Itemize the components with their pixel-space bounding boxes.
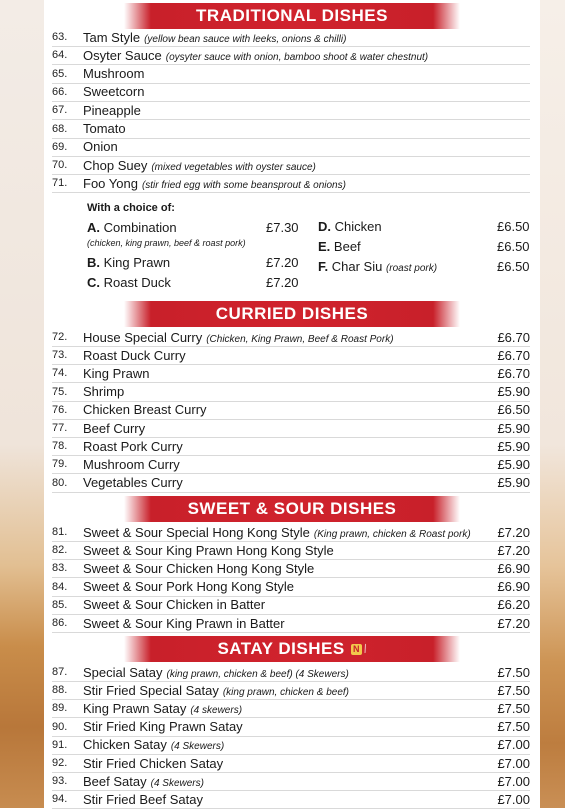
item-number: 89. xyxy=(52,702,68,715)
item-name-wrap xyxy=(83,737,490,752)
item-name: Beef Curry xyxy=(83,420,146,436)
item-price: £5.90 xyxy=(497,384,530,400)
item-number: 93. xyxy=(52,775,68,788)
item-name: Foo Yong xyxy=(83,175,138,191)
choice-option-e-price: £6.50 xyxy=(497,239,530,254)
item-number: 66. xyxy=(52,85,68,98)
menu-item-row xyxy=(52,663,530,682)
item-number: 80. xyxy=(52,476,68,489)
item-number: 67. xyxy=(52,104,68,117)
item-number: 68. xyxy=(52,122,68,135)
menu-item-row xyxy=(52,681,530,700)
item-name-wrap xyxy=(83,176,490,191)
section-title: SWEET & SOUR DISHES xyxy=(187,499,397,518)
item-name-wrap xyxy=(83,616,490,631)
item-number: 64. xyxy=(52,49,68,62)
item-name: Roast Duck Curry xyxy=(83,347,186,363)
item-description: (King prawn, chicken & Roast pork) xyxy=(313,528,471,540)
menu-item-row xyxy=(52,772,530,791)
item-name: Chop Suey xyxy=(83,157,148,173)
item-price: £7.00 xyxy=(497,791,530,807)
menu-item-row xyxy=(52,596,530,615)
section-banner-curried xyxy=(44,301,540,327)
item-number: 79. xyxy=(52,458,68,471)
item-number: 73. xyxy=(52,349,68,362)
item-price: £7.20 xyxy=(497,524,530,540)
item-number: 72. xyxy=(52,331,68,343)
item-name-wrap xyxy=(83,139,490,154)
item-number: 76. xyxy=(52,403,68,416)
item-price: £7.00 xyxy=(497,773,530,789)
item-description: (king prawn, chicken & beef) xyxy=(222,686,350,698)
item-name: House Special Curry xyxy=(83,329,203,345)
item-number: 63. xyxy=(52,31,68,43)
item-price: £7.00 xyxy=(497,755,530,771)
item-number: 65. xyxy=(52,67,68,80)
menu-item-row xyxy=(52,523,530,542)
item-number: 82. xyxy=(52,544,68,557)
menu-panel xyxy=(44,0,540,808)
item-name: Vegetables Curry xyxy=(83,475,183,491)
item-number: 85. xyxy=(52,598,68,611)
chili-icon: ⁄ xyxy=(361,643,370,655)
menu-item-row xyxy=(52,46,530,65)
item-number: 70. xyxy=(52,159,68,172)
item-name-wrap xyxy=(83,421,490,436)
item-price: £6.90 xyxy=(497,560,530,576)
item-name-wrap xyxy=(83,774,490,789)
menu-item-row xyxy=(52,101,530,120)
menu-item-row xyxy=(52,65,530,84)
item-price: £7.00 xyxy=(497,737,530,753)
menu-item-row xyxy=(52,364,530,383)
nut-badge: N xyxy=(351,644,362,655)
item-name: Shrimp xyxy=(83,384,125,400)
item-name-wrap xyxy=(83,384,490,399)
item-description: (yellow bean sauce with leeks, onions & chilli) xyxy=(144,33,347,45)
item-number: 83. xyxy=(52,562,68,575)
item-price: £6.90 xyxy=(497,579,530,595)
menu-item-row xyxy=(52,790,530,809)
menu-item-row xyxy=(52,437,530,456)
item-name: Sweet & Sour King Prawn Hong Kong Style xyxy=(83,542,334,558)
item-name-wrap xyxy=(83,402,490,417)
item-name-wrap xyxy=(83,84,490,99)
item-name: Stir Fried Beef Satay xyxy=(83,791,203,807)
item-price: £7.20 xyxy=(497,615,530,631)
item-price: £6.70 xyxy=(497,347,530,363)
item-name-wrap xyxy=(83,683,490,698)
item-number: 86. xyxy=(52,617,68,629)
item-name: Tam Style xyxy=(83,29,141,45)
item-price: £6.50 xyxy=(497,402,530,418)
menu-item-row xyxy=(52,174,530,193)
item-description: (Chicken, King Prawn, Beef & Roast Pork) xyxy=(206,333,394,345)
menu-item-row xyxy=(52,401,530,420)
item-name: Mushroom xyxy=(83,66,145,82)
item-price: £7.50 xyxy=(497,719,530,735)
section-banner-traditional xyxy=(44,3,540,29)
menu-item-row xyxy=(52,138,530,157)
item-number: 90. xyxy=(52,720,68,733)
item-name: Mushroom Curry xyxy=(83,456,180,472)
item-name-wrap xyxy=(83,756,490,771)
item-name: King Prawn Satay xyxy=(83,700,187,716)
menu-item-row xyxy=(52,559,530,578)
item-description: (oysyter sauce with onion, bamboo shoot & water chestnut) xyxy=(165,51,429,63)
choice-option-f: F. Char Siu (roast pork) xyxy=(318,259,438,274)
menu-item-row xyxy=(52,28,530,47)
item-name-wrap xyxy=(83,457,490,472)
item-number: 69. xyxy=(52,140,68,153)
item-name: Onion xyxy=(83,139,118,155)
item-name-wrap xyxy=(83,66,490,81)
item-price: £7.50 xyxy=(497,700,530,716)
item-name-wrap xyxy=(83,525,490,540)
item-name-wrap xyxy=(83,701,490,716)
item-price: £5.90 xyxy=(497,420,530,436)
choice-option-b-price: £7.20 xyxy=(266,255,299,270)
section-title: CURRIED DISHES xyxy=(215,304,369,323)
item-number: 87. xyxy=(52,666,68,678)
menu-item-row xyxy=(52,83,530,102)
item-name-wrap xyxy=(83,121,490,136)
item-number: 91. xyxy=(52,738,68,751)
item-number: 75. xyxy=(52,385,68,398)
item-number: 71. xyxy=(52,177,68,190)
item-name: Tomato xyxy=(83,121,126,136)
choice-option-d-price: £6.50 xyxy=(497,219,530,234)
choice-option-a-price: £7.30 xyxy=(266,220,299,235)
choice-option-f-price: £6.50 xyxy=(497,259,530,274)
item-number: 92. xyxy=(52,757,68,769)
item-description: (4 skewers) xyxy=(190,704,243,716)
choice-option-c-price: £7.20 xyxy=(266,275,299,290)
item-price: £5.90 xyxy=(497,456,530,472)
section-banner-satay xyxy=(44,636,540,662)
item-name-wrap xyxy=(83,30,490,45)
menu-item-row xyxy=(52,578,530,597)
item-name-wrap xyxy=(83,158,490,173)
item-price: £7.20 xyxy=(497,542,530,558)
menu-item-row xyxy=(52,699,530,718)
item-name: Sweet & Sour King Prawn in Batter xyxy=(83,615,285,631)
item-price: £7.50 xyxy=(497,682,530,698)
choice-option-d: D. Chicken xyxy=(318,219,382,234)
item-name-wrap xyxy=(83,597,490,612)
item-name: Osyter Sauce xyxy=(83,47,162,63)
item-name-wrap xyxy=(83,330,490,345)
menu-item-row xyxy=(52,718,530,737)
menu-item-row xyxy=(52,383,530,402)
item-name-wrap xyxy=(83,792,490,807)
menu-item-row xyxy=(52,736,530,755)
item-name: Chicken Breast Curry xyxy=(83,402,207,418)
item-number: 84. xyxy=(52,580,68,593)
choice-option-a-sub: (chicken, king prawn, beef & roast pork) xyxy=(87,238,246,248)
section-title: TRADITIONAL DISHES xyxy=(196,6,388,25)
menu-item-row xyxy=(52,455,530,474)
item-description: (king prawn, chicken & beef) (4 Skewers) xyxy=(166,668,349,680)
menu-item-row xyxy=(52,346,530,365)
menu-item-row xyxy=(52,754,530,773)
item-name: Stir Fried Chicken Satay xyxy=(83,755,224,771)
food-photo-left xyxy=(0,0,48,808)
item-price: £6.70 xyxy=(497,365,530,381)
item-number: 94. xyxy=(52,793,68,806)
item-name: Chicken Satay xyxy=(83,737,167,753)
item-number: 78. xyxy=(52,440,68,453)
item-name: King Prawn xyxy=(83,365,150,381)
item-name-wrap xyxy=(83,579,490,594)
item-name-wrap xyxy=(83,348,490,363)
item-price: £6.70 xyxy=(497,329,530,345)
choice-option-c: C. Roast Duck xyxy=(87,275,171,290)
item-name: Sweetcorn xyxy=(83,84,145,100)
item-description: (stir fried egg with some beansprout & onions) xyxy=(141,179,346,191)
item-number: 74. xyxy=(52,367,68,380)
item-price: £5.90 xyxy=(497,475,530,491)
item-name: Special Satay xyxy=(83,664,163,680)
item-number: 81. xyxy=(52,526,68,538)
item-name-wrap xyxy=(83,561,490,576)
menu-item-row xyxy=(52,541,530,560)
item-description: (mixed vegetables with oyster sauce) xyxy=(151,161,316,173)
item-name: Stir Fried Special Satay xyxy=(83,682,219,698)
item-name: Pineapple xyxy=(83,102,141,118)
item-name: Sweet & Sour Special Hong Kong Style xyxy=(83,524,310,540)
item-name: Stir Fried King Prawn Satay xyxy=(83,719,243,735)
item-name-wrap xyxy=(83,665,490,680)
choice-option-b: B. King Prawn xyxy=(87,255,171,270)
item-price: £6.20 xyxy=(497,597,530,613)
item-name: Beef Satay xyxy=(83,773,147,789)
item-name-wrap xyxy=(83,543,490,558)
menu-item-row xyxy=(52,474,530,493)
menu-item-row xyxy=(52,419,530,438)
item-name: Roast Pork Curry xyxy=(83,438,183,454)
item-name: Sweet & Sour Chicken in Batter xyxy=(83,597,266,613)
choice-heading: With a choice of: xyxy=(87,202,175,214)
item-name: Sweet & Sour Pork Hong Kong Style xyxy=(83,579,295,595)
section-banner-sweet-sour xyxy=(44,496,540,522)
item-description: (4 Skewers) xyxy=(170,741,225,753)
item-name-wrap xyxy=(83,475,490,490)
item-number: 88. xyxy=(52,684,68,697)
section-title: SATAY DISHES xyxy=(217,639,345,658)
item-number: 77. xyxy=(52,422,68,434)
item-name-wrap xyxy=(83,103,490,118)
item-name: Sweet & Sour Chicken Hong Kong Style xyxy=(83,560,315,576)
item-price: £7.50 xyxy=(497,664,530,680)
menu-item-row xyxy=(52,120,530,139)
item-name-wrap xyxy=(83,439,490,454)
item-description: (4 Skewers) xyxy=(150,777,204,789)
item-price: £5.90 xyxy=(497,438,530,454)
item-name-wrap xyxy=(83,719,490,734)
menu-item-row xyxy=(52,156,530,175)
choice-option-e: E. Beef xyxy=(318,239,361,254)
menu-item-row xyxy=(52,328,530,347)
menu-item-row xyxy=(52,614,530,633)
item-name-wrap xyxy=(83,48,490,63)
item-name-wrap xyxy=(83,366,490,381)
choice-option-a: A. Combination xyxy=(87,220,177,235)
